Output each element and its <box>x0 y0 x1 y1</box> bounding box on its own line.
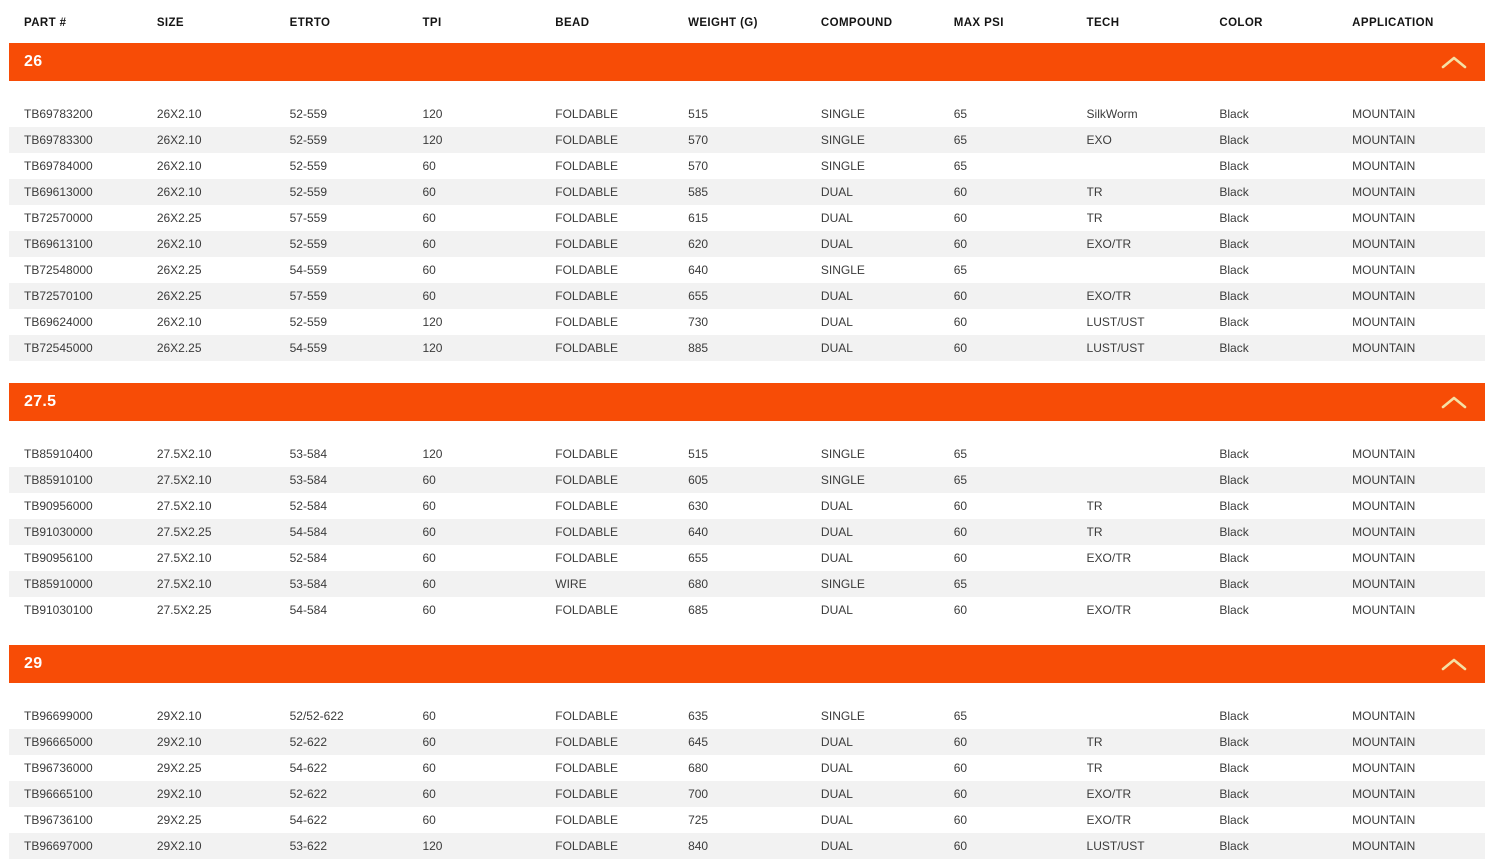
cell-tpi: 60 <box>422 577 436 591</box>
cell-etrto: 52-559 <box>289 107 327 121</box>
cell-tech: SilkWorm <box>1086 107 1138 121</box>
cell-application: MOUNTAIN <box>1352 839 1416 853</box>
cell-weight: 640 <box>688 263 709 277</box>
cell-application: MOUNTAIN <box>1352 159 1416 173</box>
table-section <box>9 383 1485 623</box>
cell-bead: FOLDABLE <box>555 839 618 853</box>
cell-weight: 645 <box>688 735 709 749</box>
cell-size: 26X2.10 <box>156 237 202 251</box>
cell-size: 29X2.10 <box>156 709 202 723</box>
cell-application: MOUNTAIN <box>1352 341 1416 355</box>
table-row <box>9 729 1485 755</box>
cell-bead: FOLDABLE <box>555 551 618 565</box>
cell-compound: SINGLE <box>820 473 865 487</box>
cell-max-psi: 65 <box>953 107 968 121</box>
cell-tech: EXO <box>1086 133 1112 147</box>
table-section <box>9 645 1485 859</box>
cell-tpi: 60 <box>422 709 436 723</box>
cell-application: MOUNTAIN <box>1352 499 1416 513</box>
spec-table <box>9 0 1485 859</box>
cell-max-psi: 60 <box>953 603 968 617</box>
cell-application: MOUNTAIN <box>1352 551 1416 565</box>
cell-etrto: 52-622 <box>289 787 327 801</box>
cell-size: 26X2.25 <box>156 211 202 225</box>
cell-part: TB72548000 <box>24 263 93 277</box>
cell-tpi: 60 <box>422 787 436 801</box>
cell-application: MOUNTAIN <box>1352 133 1416 147</box>
cell-bead: FOLDABLE <box>555 315 618 329</box>
column-header-tpi: TPI <box>422 16 442 29</box>
cell-compound: SINGLE <box>820 133 865 147</box>
table-row <box>9 545 1485 571</box>
cell-compound: DUAL <box>820 787 853 801</box>
cell-etrto: 54-622 <box>289 813 327 827</box>
cell-tpi: 120 <box>422 107 443 121</box>
cell-bead: WIRE <box>555 577 587 591</box>
column-header-compound: COMPOUND <box>820 16 893 29</box>
cell-part: TB91030000 <box>24 525 93 539</box>
chevron-up-icon[interactable] <box>1441 396 1467 409</box>
cell-tpi: 60 <box>422 551 436 565</box>
table-row <box>9 833 1485 859</box>
cell-compound: DUAL <box>820 211 853 225</box>
section-rows <box>9 101 1485 361</box>
cell-size: 26X2.10 <box>156 315 202 329</box>
section-rows <box>9 703 1485 859</box>
cell-compound: SINGLE <box>820 263 865 277</box>
cell-size: 27.5X2.10 <box>156 447 212 461</box>
cell-tech: LUST/UST <box>1086 341 1145 355</box>
cell-application: MOUNTAIN <box>1352 813 1416 827</box>
cell-color: Black <box>1219 263 1249 277</box>
cell-color: Black <box>1219 499 1249 513</box>
cell-application: MOUNTAIN <box>1352 473 1416 487</box>
cell-size: 27.5X2.25 <box>156 603 212 617</box>
cell-tech: TR <box>1086 499 1103 513</box>
column-header-part: PART # <box>24 16 67 29</box>
cell-application: MOUNTAIN <box>1352 709 1416 723</box>
cell-compound: DUAL <box>820 289 853 303</box>
cell-application: MOUNTAIN <box>1352 237 1416 251</box>
section-header-bar-29[interactable] <box>9 645 1485 683</box>
cell-color: Black <box>1219 107 1249 121</box>
cell-tech: EXO/TR <box>1086 813 1132 827</box>
cell-compound: DUAL <box>820 813 853 827</box>
cell-application: MOUNTAIN <box>1352 315 1416 329</box>
cell-weight: 515 <box>688 107 709 121</box>
cell-max-psi: 65 <box>953 263 968 277</box>
cell-color: Black <box>1219 525 1249 539</box>
section-title: 27.5 <box>24 393 57 410</box>
cell-application: MOUNTAIN <box>1352 603 1416 617</box>
cell-weight: 655 <box>688 289 709 303</box>
table-row <box>9 153 1485 179</box>
cell-application: MOUNTAIN <box>1352 447 1416 461</box>
cell-part: TB96699000 <box>24 709 93 723</box>
cell-bead: FOLDABLE <box>555 133 618 147</box>
cell-compound: DUAL <box>820 185 853 199</box>
cell-etrto: 53-584 <box>289 447 327 461</box>
cell-color: Black <box>1219 603 1249 617</box>
table-row <box>9 493 1485 519</box>
cell-color: Black <box>1219 473 1249 487</box>
cell-bead: FOLDABLE <box>555 289 618 303</box>
cell-max-psi: 65 <box>953 159 968 173</box>
cell-application: MOUNTAIN <box>1352 185 1416 199</box>
cell-compound: DUAL <box>820 315 853 329</box>
column-header-size: SIZE <box>156 16 184 29</box>
cell-part: TB85910400 <box>24 447 93 461</box>
cell-tpi: 60 <box>422 761 436 775</box>
cell-size: 26X2.10 <box>156 185 202 199</box>
cell-color: Black <box>1219 211 1249 225</box>
cell-color: Black <box>1219 813 1249 827</box>
cell-bead: FOLDABLE <box>555 447 618 461</box>
table-row <box>9 441 1485 467</box>
cell-bead: FOLDABLE <box>555 761 618 775</box>
cell-max-psi: 60 <box>953 761 968 775</box>
cell-bead: FOLDABLE <box>555 603 618 617</box>
cell-weight: 585 <box>688 185 709 199</box>
cell-tpi: 60 <box>422 813 436 827</box>
cell-max-psi: 60 <box>953 185 968 199</box>
cell-part: TB85910100 <box>24 473 93 487</box>
cell-max-psi: 60 <box>953 787 968 801</box>
cell-etrto: 57-559 <box>289 289 327 303</box>
cell-compound: SINGLE <box>820 709 865 723</box>
cell-application: MOUNTAIN <box>1352 263 1416 277</box>
cell-compound: SINGLE <box>820 447 865 461</box>
chevron-up-icon[interactable] <box>1441 658 1467 671</box>
section-header-bar-27.5[interactable] <box>9 383 1485 421</box>
cell-compound: DUAL <box>820 551 853 565</box>
cell-tpi: 120 <box>422 839 443 853</box>
cell-size: 27.5X2.10 <box>156 551 212 565</box>
cell-color: Black <box>1219 735 1249 749</box>
cell-max-psi: 60 <box>953 551 968 565</box>
cell-size: 26X2.10 <box>156 107 202 121</box>
table-row <box>9 467 1485 493</box>
cell-application: MOUNTAIN <box>1352 787 1416 801</box>
cell-color: Black <box>1219 447 1249 461</box>
cell-application: MOUNTAIN <box>1352 107 1416 121</box>
column-header-max-psi: MAX PSI <box>953 16 1004 29</box>
section-title: 29 <box>24 655 43 672</box>
cell-color: Black <box>1219 577 1249 591</box>
cell-color: Black <box>1219 839 1249 853</box>
cell-size: 29X2.25 <box>156 761 202 775</box>
cell-tech: TR <box>1086 735 1103 749</box>
chevron-up-icon[interactable] <box>1441 56 1467 69</box>
cell-max-psi: 60 <box>953 341 968 355</box>
cell-tech: LUST/UST <box>1086 839 1145 853</box>
table-row <box>9 257 1485 283</box>
cell-weight: 655 <box>688 551 709 565</box>
cell-compound: DUAL <box>820 839 853 853</box>
table-row <box>9 205 1485 231</box>
cell-part: TB91030100 <box>24 603 93 617</box>
cell-part: TB72570000 <box>24 211 93 225</box>
cell-weight: 615 <box>688 211 709 225</box>
cell-weight: 515 <box>688 447 709 461</box>
table-row <box>9 101 1485 127</box>
table-row <box>9 597 1485 623</box>
cell-part: TB72570100 <box>24 289 93 303</box>
cell-max-psi: 65 <box>953 473 968 487</box>
cell-color: Black <box>1219 709 1249 723</box>
cell-bead: FOLDABLE <box>555 237 618 251</box>
cell-compound: DUAL <box>820 499 853 513</box>
cell-etrto: 52/52-622 <box>289 709 344 723</box>
cell-tech: TR <box>1086 185 1103 199</box>
cell-max-psi: 60 <box>953 237 968 251</box>
cell-weight: 680 <box>688 761 709 775</box>
cell-application: MOUNTAIN <box>1352 761 1416 775</box>
cell-part: TB72545000 <box>24 341 93 355</box>
cell-size: 29X2.25 <box>156 813 202 827</box>
cell-etrto: 52-559 <box>289 185 327 199</box>
cell-max-psi: 60 <box>953 813 968 827</box>
cell-weight: 725 <box>688 813 709 827</box>
cell-bead: FOLDABLE <box>555 473 618 487</box>
cell-size: 29X2.10 <box>156 839 202 853</box>
cell-bead: FOLDABLE <box>555 159 618 173</box>
cell-bead: FOLDABLE <box>555 787 618 801</box>
cell-etrto: 52-584 <box>289 551 327 565</box>
cell-part: TB96736000 <box>24 761 93 775</box>
cell-weight: 640 <box>688 525 709 539</box>
cell-weight: 605 <box>688 473 709 487</box>
cell-part: TB96736100 <box>24 813 93 827</box>
cell-tpi: 60 <box>422 499 436 513</box>
cell-compound: DUAL <box>820 341 853 355</box>
cell-tpi: 60 <box>422 525 436 539</box>
cell-tech: EXO/TR <box>1086 551 1132 565</box>
cell-max-psi: 65 <box>953 133 968 147</box>
cell-tpi: 120 <box>422 315 443 329</box>
cell-compound: DUAL <box>820 735 853 749</box>
cell-max-psi: 65 <box>953 577 968 591</box>
cell-weight: 680 <box>688 577 709 591</box>
cell-size: 26X2.10 <box>156 159 202 173</box>
cell-weight: 730 <box>688 315 709 329</box>
column-header-color: COLOR <box>1219 16 1263 29</box>
cell-size: 26X2.25 <box>156 341 202 355</box>
cell-tpi: 60 <box>422 237 436 251</box>
table-row <box>9 781 1485 807</box>
cell-size: 27.5X2.10 <box>156 577 212 591</box>
cell-part: TB69784000 <box>24 159 93 173</box>
cell-etrto: 52-622 <box>289 735 327 749</box>
cell-tpi: 60 <box>422 263 436 277</box>
cell-weight: 620 <box>688 237 709 251</box>
column-header-weight: WEIGHT (G) <box>688 16 758 29</box>
column-header-tech: TECH <box>1086 16 1120 29</box>
cell-part: TB96697000 <box>24 839 93 853</box>
cell-tech: LUST/UST <box>1086 315 1145 329</box>
cell-application: MOUNTAIN <box>1352 577 1416 591</box>
cell-bead: FOLDABLE <box>555 107 618 121</box>
section-title: 26 <box>24 53 43 70</box>
cell-max-psi: 60 <box>953 289 968 303</box>
cell-max-psi: 60 <box>953 839 968 853</box>
cell-etrto: 52-559 <box>289 133 327 147</box>
cell-part: TB69783200 <box>24 107 93 121</box>
cell-color: Black <box>1219 237 1249 251</box>
cell-bead: FOLDABLE <box>555 709 618 723</box>
table-row <box>9 309 1485 335</box>
cell-tpi: 60 <box>422 159 436 173</box>
cell-max-psi: 65 <box>953 447 968 461</box>
cell-etrto: 52-559 <box>289 159 327 173</box>
cell-max-psi: 65 <box>953 709 968 723</box>
column-header-bead: BEAD <box>555 16 590 29</box>
cell-etrto: 52-584 <box>289 499 327 513</box>
column-header-row <box>9 0 1485 43</box>
cell-bead: FOLDABLE <box>555 211 618 225</box>
cell-compound: DUAL <box>820 525 853 539</box>
table-row <box>9 179 1485 205</box>
cell-etrto: 54-622 <box>289 761 327 775</box>
cell-weight: 885 <box>688 341 709 355</box>
cell-color: Black <box>1219 185 1249 199</box>
cell-bead: FOLDABLE <box>555 263 618 277</box>
cell-tech: EXO/TR <box>1086 603 1132 617</box>
table-row <box>9 519 1485 545</box>
table-section <box>9 43 1485 361</box>
cell-compound: DUAL <box>820 603 853 617</box>
section-rows <box>9 441 1485 623</box>
cell-weight: 630 <box>688 499 709 513</box>
cell-color: Black <box>1219 315 1249 329</box>
cell-max-psi: 60 <box>953 315 968 329</box>
cell-size: 26X2.25 <box>156 263 202 277</box>
cell-weight: 570 <box>688 133 709 147</box>
cell-tpi: 60 <box>422 289 436 303</box>
cell-tpi: 120 <box>422 447 443 461</box>
column-header-application: APPLICATION <box>1352 16 1434 29</box>
cell-etrto: 52-559 <box>289 315 327 329</box>
table-row <box>9 755 1485 781</box>
cell-color: Black <box>1219 289 1249 303</box>
table-row <box>9 283 1485 309</box>
cell-etrto: 53-584 <box>289 577 327 591</box>
cell-tpi: 60 <box>422 473 436 487</box>
table-row <box>9 571 1485 597</box>
cell-part: TB96665000 <box>24 735 93 749</box>
cell-size: 27.5X2.25 <box>156 525 212 539</box>
cell-part: TB69613100 <box>24 237 93 251</box>
cell-bead: FOLDABLE <box>555 525 618 539</box>
cell-application: MOUNTAIN <box>1352 735 1416 749</box>
cell-size: 27.5X2.10 <box>156 473 212 487</box>
cell-size: 26X2.10 <box>156 133 202 147</box>
table-row <box>9 127 1485 153</box>
cell-color: Black <box>1219 159 1249 173</box>
table-row <box>9 335 1485 361</box>
cell-compound: DUAL <box>820 237 853 251</box>
cell-size: 27.5X2.10 <box>156 499 212 513</box>
cell-tech: TR <box>1086 525 1103 539</box>
cell-tech: EXO/TR <box>1086 237 1132 251</box>
table-row <box>9 231 1485 257</box>
cell-tech: EXO/TR <box>1086 787 1132 801</box>
cell-max-psi: 60 <box>953 525 968 539</box>
cell-color: Black <box>1219 761 1249 775</box>
cell-etrto: 54-584 <box>289 525 327 539</box>
cell-size: 29X2.10 <box>156 735 202 749</box>
cell-part: TB69783300 <box>24 133 93 147</box>
cell-tpi: 120 <box>422 341 443 355</box>
cell-size: 26X2.25 <box>156 289 202 303</box>
table-row <box>9 807 1485 833</box>
cell-max-psi: 60 <box>953 499 968 513</box>
cell-tech: TR <box>1086 211 1103 225</box>
cell-application: MOUNTAIN <box>1352 525 1416 539</box>
section-header-bar-26[interactable] <box>9 43 1485 81</box>
cell-weight: 840 <box>688 839 709 853</box>
cell-part: TB69613000 <box>24 185 93 199</box>
cell-etrto: 52-559 <box>289 237 327 251</box>
table-sections <box>9 43 1485 859</box>
cell-weight: 685 <box>688 603 709 617</box>
cell-tech: TR <box>1086 761 1103 775</box>
cell-etrto: 53-584 <box>289 473 327 487</box>
cell-tpi: 60 <box>422 211 436 225</box>
cell-bead: FOLDABLE <box>555 735 618 749</box>
cell-bead: FOLDABLE <box>555 499 618 513</box>
cell-color: Black <box>1219 341 1249 355</box>
cell-bead: FOLDABLE <box>555 185 618 199</box>
cell-compound: DUAL <box>820 761 853 775</box>
cell-color: Black <box>1219 787 1249 801</box>
cell-weight: 635 <box>688 709 709 723</box>
cell-bead: FOLDABLE <box>555 341 618 355</box>
cell-color: Black <box>1219 551 1249 565</box>
cell-etrto: 54-559 <box>289 341 327 355</box>
cell-etrto: 54-584 <box>289 603 327 617</box>
cell-bead: FOLDABLE <box>555 813 618 827</box>
cell-max-psi: 60 <box>953 735 968 749</box>
cell-tpi: 60 <box>422 735 436 749</box>
cell-size: 29X2.10 <box>156 787 202 801</box>
cell-max-psi: 60 <box>953 211 968 225</box>
cell-color: Black <box>1219 133 1249 147</box>
cell-etrto: 57-559 <box>289 211 327 225</box>
cell-tpi: 60 <box>422 185 436 199</box>
cell-part: TB96665100 <box>24 787 93 801</box>
cell-part: TB90956000 <box>24 499 93 513</box>
cell-weight: 570 <box>688 159 709 173</box>
cell-tpi: 60 <box>422 603 436 617</box>
cell-compound: SINGLE <box>820 107 865 121</box>
cell-weight: 700 <box>688 787 709 801</box>
cell-etrto: 54-559 <box>289 263 327 277</box>
cell-tpi: 120 <box>422 133 443 147</box>
cell-tech: EXO/TR <box>1086 289 1132 303</box>
table-row <box>9 703 1485 729</box>
cell-compound: SINGLE <box>820 577 865 591</box>
cell-etrto: 53-622 <box>289 839 327 853</box>
cell-application: MOUNTAIN <box>1352 211 1416 225</box>
cell-part: TB69624000 <box>24 315 93 329</box>
cell-part: TB85910000 <box>24 577 93 591</box>
cell-compound: SINGLE <box>820 159 865 173</box>
cell-part: TB90956100 <box>24 551 93 565</box>
column-header-etrto: ETRTO <box>289 16 331 29</box>
cell-application: MOUNTAIN <box>1352 289 1416 303</box>
